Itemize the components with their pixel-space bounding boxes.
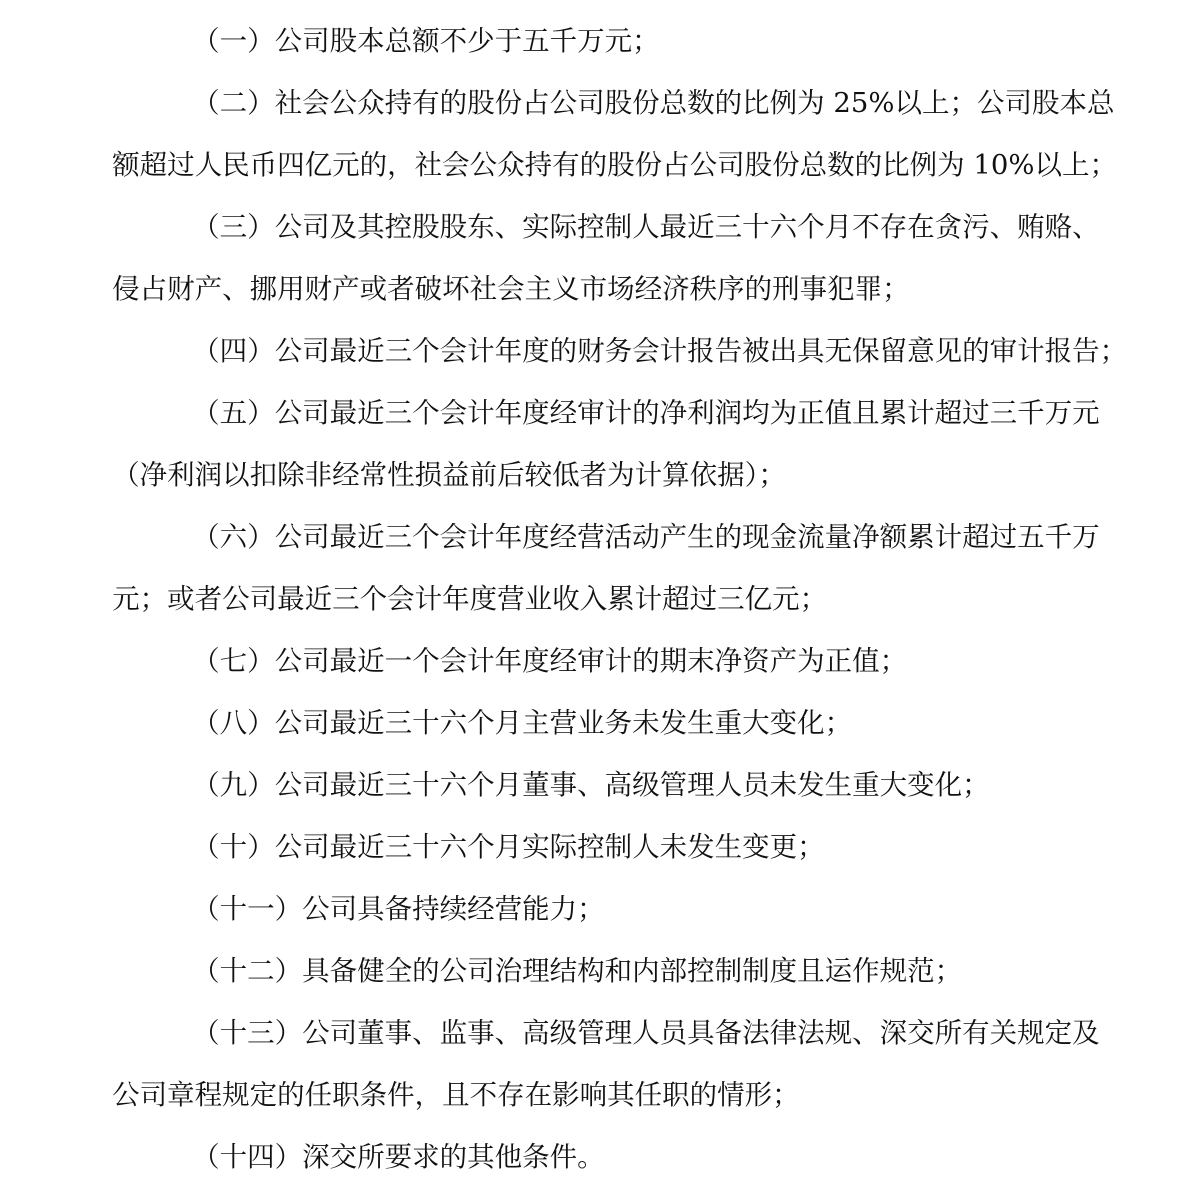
paragraph-5 — [31, 382, 1151, 506]
paragraph-line: 元；或者公司最近三个会计年度营业收入累计超过三亿元； — [112, 583, 828, 615]
paragraph-line: （六）公司最近三个会计年度经营活动产生的现金流量净额累计超过五千万 — [192, 521, 1100, 553]
document-body — [31, 10, 1151, 1188]
paragraph-line: 公司章程规定的任职条件，且不存在影响其任职的情形； — [112, 1079, 800, 1111]
paragraph-12 — [31, 940, 1151, 1002]
paragraph-8 — [31, 692, 1151, 754]
paragraph-line: （一）公司股本总额不少于五千万元； — [192, 25, 660, 57]
paragraph-line: （十一）公司具备持续经营能力； — [192, 893, 605, 925]
paragraph-10 — [31, 816, 1151, 878]
paragraph-line: （净利润以扣除非经常性损益前后较低者为计算依据）； — [112, 459, 786, 491]
paragraph-line: （十四）深交所要求的其他条件。 — [192, 1141, 605, 1173]
paragraph-line: （十二）具备健全的公司治理结构和内部控制制度且运作规范； — [192, 955, 963, 987]
paragraph-line: （九）公司最近三十六个月董事、高级管理人员未发生重大变化； — [192, 769, 990, 801]
paragraph-line: （四）公司最近三个会计年度的财务会计报告被出具无保留意见的审计报告； — [192, 335, 1128, 367]
paragraph-line: （十三）公司董事、监事、高级管理人员具备法律法规、深交所有关规定及 — [192, 1017, 1100, 1049]
paragraph-13 — [31, 1002, 1151, 1126]
paragraph-line: （三）公司及其控股股东、实际控制人最近三十六个月不存在贪污、贿赂、 — [192, 211, 1100, 243]
paragraph-1 — [31, 10, 1151, 72]
paragraph-14 — [31, 1126, 1151, 1188]
paragraph-9 — [31, 754, 1151, 816]
paragraph-line: （七）公司最近一个会计年度经审计的期末净资产为正值； — [192, 645, 908, 677]
paragraph-line: （十）公司最近三十六个月实际控制人未发生变更； — [192, 831, 825, 863]
paragraph-line: （八）公司最近三十六个月主营业务未发生重大变化； — [192, 707, 853, 739]
paragraph-line: （二）社会公众持有的股份占公司股份总数的比例为 25%以上；公司股本总 — [192, 87, 1115, 119]
paragraph-11 — [31, 878, 1151, 940]
paragraph-2 — [31, 72, 1151, 196]
paragraph-6 — [31, 506, 1151, 630]
paragraph-line: 额超过人民币四亿元的，社会公众持有的股份占公司股份总数的比例为 10%以上； — [112, 149, 1117, 181]
paragraph-line: （五）公司最近三个会计年度经审计的净利润均为正值且累计超过三千万元 — [192, 397, 1100, 429]
paragraph-4 — [31, 320, 1151, 382]
paragraph-7 — [31, 630, 1151, 692]
paragraph-3 — [31, 196, 1151, 320]
paragraph-line: 侵占财产、挪用财产或者破坏社会主义市场经济秩序的刑事犯罪； — [112, 273, 910, 305]
